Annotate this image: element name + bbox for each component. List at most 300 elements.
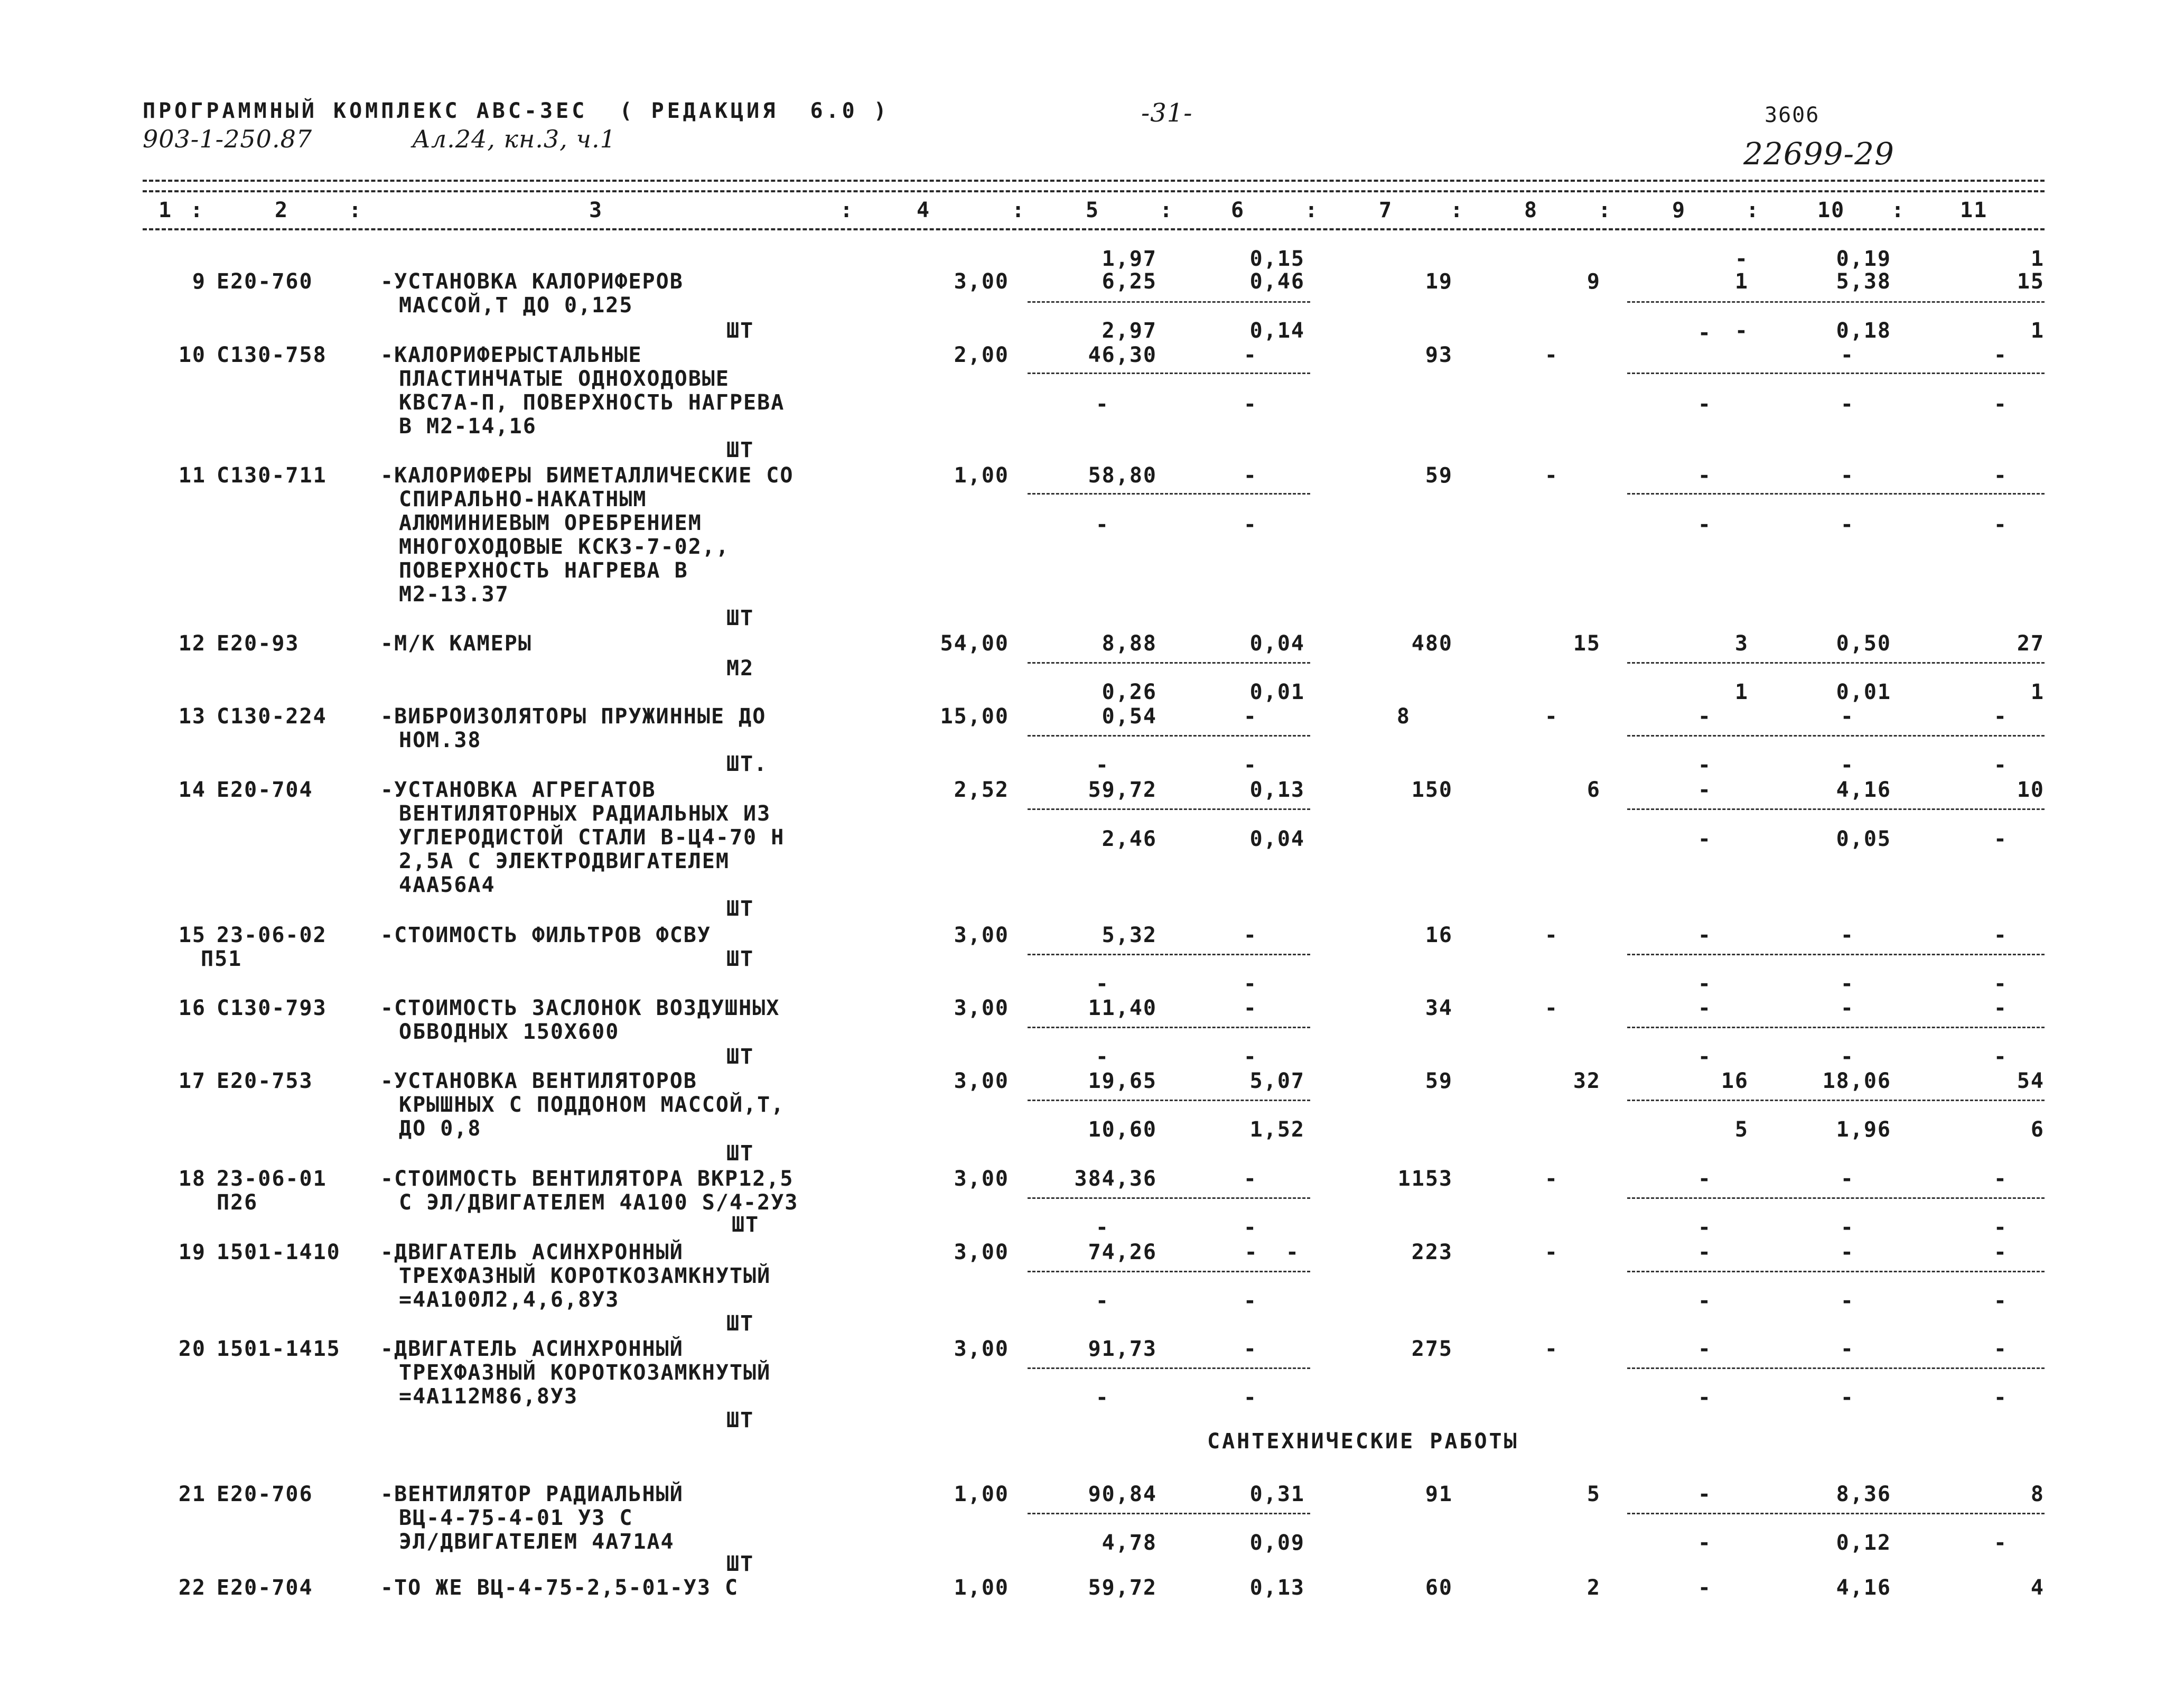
rule-top (143, 180, 2045, 182)
cell-col11: - (1993, 463, 2008, 488)
cell-col9: - (1697, 1531, 1712, 1555)
cell-col10: - (1840, 972, 1854, 996)
cell-col10: 4,16 (1836, 778, 1891, 802)
cell-col10: 0,50 (1836, 631, 1891, 656)
divider (1028, 1197, 1310, 1199)
cell-col11: - (1993, 1531, 2008, 1555)
col-header-8: 8 (1524, 198, 1538, 222)
cell-col9: - (1697, 1385, 1712, 1410)
cell-col9: 16 (1721, 1069, 1749, 1093)
col-sep: : (190, 198, 204, 222)
cell-col9: - (1697, 1337, 1712, 1361)
divider (1627, 1100, 2045, 1101)
cell-col11: - (1993, 1385, 2008, 1410)
cell-col7: 93 (1425, 343, 1453, 367)
row-description: 2,5А С ЭЛЕКТРОДВИГАТЕЛЕМ (399, 849, 730, 873)
cell-col10: 0,19 (1836, 247, 1891, 271)
cell-col11: - (1993, 1337, 2008, 1361)
row-code: Е20-706 (217, 1482, 313, 1506)
divider (1028, 1027, 1310, 1028)
row-code: С130-224 (217, 704, 327, 729)
row-description: -ТО ЖЕ ВЦ-4-75-2,5-01-У3 С (380, 1576, 739, 1600)
cell-col11: - (1993, 923, 2008, 947)
cell-col5: 4,78 (1102, 1531, 1157, 1555)
divider (1627, 1513, 2045, 1514)
row-code: Е20-704 (217, 778, 313, 802)
row-description: -УСТАНОВКА КАЛОРИФЕРОВ (380, 269, 684, 294)
cell-col11: - (1993, 1240, 2008, 1264)
cell-col7: 275 (1411, 1337, 1453, 1361)
cell-col6: - (1243, 753, 1257, 777)
page-number: -31- (1141, 98, 1193, 128)
program-title: ПРОГРАММНЫЙ КОМПЛЕКС АВС-3ЕС ( РЕДАКЦИЯ 6.0 ) (143, 99, 890, 123)
cell-col11: - (1993, 753, 2008, 777)
row-description: КРЫШНЫХ С ПОДДОНОМ МАССОЙ,Т, (399, 1093, 785, 1117)
divider (1627, 1027, 2045, 1028)
row-quantity: 2,52 (954, 778, 1009, 802)
divider (1028, 1100, 1310, 1101)
row-unit: М2 (726, 656, 754, 681)
row-description: ТРЕХФАЗНЫЙ КОРОТКОЗАМКНУТЫЙ (399, 1264, 771, 1288)
cell-col8: 2 (1586, 1576, 1601, 1600)
album-ref: Ал.24, кн.3, ч.1 (412, 125, 616, 153)
cell-col7: 59 (1425, 1069, 1453, 1093)
cell-col9: 1 (1734, 680, 1749, 704)
divider (1028, 735, 1310, 737)
row-code-suffix: П51 (201, 947, 242, 971)
row-number: 15 (178, 923, 206, 947)
cell-col9: 3 (1734, 631, 1749, 656)
cell-col6: - (1243, 704, 1257, 729)
cell-col5: 384,36 (1074, 1167, 1157, 1191)
cell-col6: - (1243, 343, 1257, 367)
cell-col8: 32 (1573, 1069, 1601, 1093)
row-description: АЛЮМИНИЕВЫМ ОРЕБРЕНИЕМ (399, 511, 702, 535)
divider (1028, 373, 1310, 374)
col-sep: : (1598, 198, 1612, 222)
col-sep: : (1305, 198, 1319, 222)
cell-col8: - (1544, 1337, 1558, 1361)
cell-col11: - (1993, 972, 2008, 996)
cell-col10: - (1840, 923, 1854, 947)
cell-col5: 58,80 (1088, 463, 1157, 488)
row-code: С130-711 (217, 463, 327, 488)
row-description: ОБВОДНЫХ 150Х600 (399, 1020, 620, 1044)
cell-col6: - (1243, 972, 1257, 996)
row-quantity: 1,00 (954, 1576, 1009, 1600)
col-sep: : (1746, 198, 1760, 222)
cell-col8: - (1544, 704, 1558, 729)
cell-col5: 59,72 (1088, 1576, 1157, 1600)
cell-col10: - (1840, 343, 1854, 367)
row-description: =4А112М86,8У3 (399, 1384, 578, 1409)
row-unit: ШТ (726, 1045, 754, 1069)
cell-col6: - (1243, 392, 1257, 416)
col-sep: : (1012, 198, 1026, 222)
cell-col10: - (1840, 1215, 1854, 1240)
cell-col9: - (1697, 753, 1712, 777)
cell-col10: - (1840, 753, 1854, 777)
cell-col8: 5 (1586, 1482, 1601, 1506)
cell-col9: 1 (1734, 269, 1749, 294)
cell-col7: 91 (1425, 1482, 1453, 1506)
row-quantity: 3,00 (954, 923, 1009, 947)
row-unit: ШТ (732, 1213, 760, 1237)
cell-col7: 1153 (1397, 1167, 1453, 1191)
cell-col11: - (1993, 392, 2008, 416)
cell-col11: - (1993, 1289, 2008, 1313)
cell-col10: - (1840, 463, 1854, 488)
cell-col11: - (1993, 513, 2008, 537)
row-code: Е20-93 (217, 631, 300, 656)
cell-col11: 54 (2017, 1069, 2045, 1093)
cell-col11: - (1993, 827, 2008, 851)
cell-col9: - (1697, 1045, 1712, 1069)
row-quantity: 54,00 (940, 631, 1009, 656)
col-header-10: 10 (1817, 198, 1845, 222)
row-description: -СТОИМОСТЬ ВЕНТИЛЯТОРА ВКР12,5 (380, 1167, 794, 1191)
cell-col5: 46,30 (1088, 343, 1157, 367)
divider (1028, 954, 1310, 955)
cell-col5: - (1095, 513, 1109, 537)
row-quantity: 3,00 (954, 1240, 1009, 1264)
cell-col10: - (1840, 1045, 1854, 1069)
cell-col9: - (1734, 247, 1749, 271)
cell-col5: - (1095, 972, 1109, 996)
section-title: САНТЕХНИЧЕСКИЕ РАБОТЫ (1207, 1429, 1519, 1454)
cell-col5: 5,32 (1102, 923, 1157, 947)
divider (1028, 493, 1310, 495)
row-number: 9 (192, 269, 206, 294)
divider (1028, 1513, 1310, 1514)
row-unit: ШТ (726, 1552, 754, 1576)
cell-col8: - (1544, 1240, 1558, 1264)
row-code: С130-793 (217, 996, 327, 1020)
cell-col5: 8,88 (1102, 631, 1157, 656)
row-number: 22 (178, 1576, 206, 1600)
cell-col8: 6 (1586, 778, 1601, 802)
cell-col10: - (1840, 704, 1854, 729)
cell-col10: - (1840, 996, 1854, 1020)
cell-col9: - (1697, 1289, 1712, 1313)
cell-col6: 0,46 (1249, 269, 1305, 294)
cell-col11: 10 (2017, 778, 2045, 802)
row-code: 1501-1415 (217, 1337, 341, 1361)
cell-col6: 0,15 (1249, 247, 1305, 271)
col-sep: : (840, 198, 854, 222)
cell-col9: - (1697, 778, 1712, 802)
cell-col5: 90,84 (1088, 1482, 1157, 1506)
divider (1028, 808, 1310, 810)
cell-col8: 9 (1586, 269, 1601, 294)
divider (1627, 1367, 2045, 1369)
row-description: -ВИБРОИЗОЛЯТОРЫ ПРУЖИННЫЕ ДО (380, 704, 767, 729)
cell-col5: 2,46 (1102, 827, 1157, 851)
cell-col9: - (1697, 1576, 1712, 1600)
row-number: 10 (178, 343, 206, 367)
cell-col11: 1 (2030, 680, 2045, 704)
row-unit: ШТ (726, 1408, 754, 1432)
cell-col11: 4 (2030, 1576, 2045, 1600)
cell-col8: - (1544, 996, 1558, 1020)
row-quantity: 3,00 (954, 1069, 1009, 1093)
doc-ref: 903-1-250.87 (143, 125, 313, 153)
divider (1627, 735, 2045, 737)
cell-col10: 8,36 (1836, 1482, 1891, 1506)
cell-col9: - (1697, 827, 1712, 851)
cell-col5: - (1095, 1289, 1109, 1313)
row-description: -ДВИГАТЕЛЬ АСИНХРОННЫЙ (380, 1240, 684, 1264)
cell-col10: - (1840, 1167, 1854, 1191)
cell-col11: - (1993, 996, 2008, 1020)
cell-col6: - (1243, 1385, 1257, 1410)
col-header-1: 1 (158, 198, 173, 222)
cell-col8: 15 (1573, 631, 1601, 656)
cell-col9: - (1697, 1240, 1712, 1264)
cell-col7: 223 (1411, 1240, 1453, 1264)
row-quantity: 2,00 (954, 343, 1009, 367)
row-description: -ВЕНТИЛЯТОР РАДИАЛЬНЫЙ (380, 1482, 684, 1506)
cell-col11: 15 (2017, 269, 2045, 294)
cell-col7: 34 (1425, 996, 1453, 1020)
cell-col10: 0,18 (1836, 319, 1891, 343)
cell-col5: - (1095, 392, 1109, 416)
cell-col10: 5,38 (1836, 269, 1891, 294)
cell-col11: 27 (2017, 631, 2045, 656)
col-sep: : (1891, 198, 1906, 222)
divider (1627, 1271, 2045, 1272)
rule-header-bottom (143, 228, 2045, 230)
row-number: 16 (178, 996, 206, 1020)
cell-col5: 0,54 (1102, 704, 1157, 729)
cell-col10: - (1840, 1289, 1854, 1313)
cell-col7: 480 (1411, 631, 1453, 656)
row-quantity: 15,00 (940, 704, 1009, 729)
cell-col9: - (1697, 321, 1712, 345)
cell-col7: 8 (1396, 704, 1411, 729)
cell-col7: 19 (1425, 269, 1453, 294)
cell-col5: 0,26 (1102, 680, 1157, 704)
col-header-3: 3 (589, 198, 603, 222)
cell-col11: - (1993, 1045, 2008, 1069)
row-code: С130-758 (217, 343, 327, 367)
cell-col10: - (1840, 392, 1854, 416)
row-description: ЭЛ/ДВИГАТЕЛЕМ 4А71А4 (399, 1530, 675, 1554)
col-header-9: 9 (1672, 198, 1686, 222)
cell-col5: - (1095, 753, 1109, 777)
row-unit: ШТ (726, 438, 754, 462)
divider (1627, 808, 2045, 810)
cell-col6: 5,07 (1249, 1069, 1305, 1093)
cell-col6: 0,31 (1249, 1482, 1305, 1506)
cell-col5: - (1095, 1045, 1109, 1069)
cell-col5: 1,97 (1102, 247, 1157, 271)
cell-col7: 150 (1411, 778, 1453, 802)
cell-col7: 16 (1425, 923, 1453, 947)
cell-col11: 1 (2030, 247, 2045, 271)
cell-col8: - (1544, 923, 1558, 947)
cell-col5: - (1095, 1385, 1109, 1410)
row-unit: ШТ (726, 319, 754, 343)
row-number: 11 (178, 463, 206, 488)
row-description: -М/К КАМЕРЫ (380, 631, 532, 656)
col-header-2: 2 (275, 198, 289, 222)
cell-col6: - - (1244, 1240, 1300, 1264)
row-description: УГЛЕРОДИСТОЙ СТАЛИ В-Ц4-70 Н (399, 825, 785, 850)
row-description: МНОГОХОДОВЫЕ КСК3-7-02,, (399, 535, 730, 559)
cell-col6: - (1243, 1337, 1257, 1361)
row-number: 17 (178, 1069, 206, 1093)
cell-col10: 4,16 (1836, 1576, 1891, 1600)
col-header-4: 4 (917, 198, 931, 222)
row-unit: ШТ (726, 897, 754, 921)
cell-col11: 1 (2030, 319, 2045, 343)
row-quantity: 1,00 (954, 1482, 1009, 1506)
row-number: 13 (178, 704, 206, 729)
cell-col9: - (1697, 996, 1712, 1020)
row-unit: ШТ (726, 1311, 754, 1336)
row-description: ВЦ-4-75-4-01 У3 С (399, 1506, 633, 1530)
divider (1028, 301, 1310, 303)
row-description: ТРЕХФАЗНЫЙ КОРОТКОЗАМКНУТЫЙ (399, 1361, 771, 1385)
cell-col6: 0,04 (1249, 631, 1305, 656)
row-description: ДО 0,8 (399, 1116, 482, 1141)
cell-col9: - (1697, 1482, 1712, 1506)
cell-col10: 1,96 (1836, 1118, 1891, 1142)
divider (1028, 1367, 1310, 1369)
cell-col9: - (1697, 972, 1712, 996)
cell-col8: - (1544, 463, 1558, 488)
cell-col6: - (1243, 1215, 1257, 1240)
cell-col5: 19,65 (1088, 1069, 1157, 1093)
row-description: 4АА56А4 (399, 873, 496, 897)
cell-col7: 59 (1425, 463, 1453, 488)
row-code: Е20-753 (217, 1069, 313, 1093)
divider (1627, 301, 2045, 303)
cell-col6: - (1243, 463, 1257, 488)
cell-col6: - (1243, 1167, 1257, 1191)
divider (1627, 493, 2045, 495)
col-sep: : (349, 198, 363, 222)
cell-col6: 1,52 (1249, 1118, 1305, 1142)
cell-col6: - (1243, 1045, 1257, 1069)
doc-number: 22699-29 (1743, 136, 1894, 172)
cell-col9: - (1697, 923, 1712, 947)
cell-col6: 0,09 (1249, 1531, 1305, 1555)
cell-col6: 0,04 (1249, 827, 1305, 851)
cell-col11: - (1993, 1167, 2008, 1191)
divider (1028, 662, 1310, 664)
cell-col11: 6 (2030, 1118, 2045, 1142)
cell-col5: 59,72 (1088, 778, 1157, 802)
row-number: 12 (178, 631, 206, 656)
row-unit: ШТ (726, 606, 754, 630)
row-quantity: 3,00 (954, 269, 1009, 294)
row-description: С ЭЛ/ДВИГАТЕЛЕМ 4А100 S/4-2У3 (399, 1190, 799, 1215)
row-quantity: 3,00 (954, 1167, 1009, 1191)
row-description: -УСТАНОВКА ВЕНТИЛЯТОРОВ (380, 1069, 697, 1093)
cell-col5: 6,25 (1102, 269, 1157, 294)
cell-col5: 74,26 (1088, 1240, 1157, 1264)
row-description: =4А100Л2,4,6,8У3 (399, 1288, 620, 1312)
col-sep: : (1450, 198, 1464, 222)
col-header-11: 11 (1960, 198, 1988, 222)
cell-col6: 0,14 (1249, 319, 1305, 343)
row-description: -СТОИМОСТЬ ЗАСЛОНОК ВОЗДУШНЫХ (380, 996, 780, 1020)
col-sep: : (1160, 198, 1174, 222)
divider (1627, 373, 2045, 374)
stamp-number: 3606 (1765, 103, 1820, 127)
row-number: 14 (178, 778, 206, 802)
cell-col11: - (1993, 1215, 2008, 1240)
cell-col10: 18,06 (1822, 1069, 1891, 1093)
cell-col11: 8 (2030, 1482, 2045, 1506)
row-unit: ШТ. (726, 752, 768, 776)
cell-col5: 10,60 (1088, 1118, 1157, 1142)
row-unit: ШТ (726, 947, 754, 971)
divider (1627, 662, 2045, 664)
cell-col10: - (1840, 1385, 1854, 1410)
row-description: В М2-14,16 (399, 414, 537, 439)
cell-col9: - (1697, 392, 1712, 416)
row-description: -СТОИМОСТЬ ФИЛЬТРОВ ФСВУ (380, 923, 711, 947)
row-code: 23-06-01 (217, 1167, 327, 1191)
cell-col5: 11,40 (1088, 996, 1157, 1020)
cell-col10: 0,05 (1836, 827, 1891, 851)
row-code: Е20-704 (217, 1576, 313, 1600)
cell-col9: - (1697, 1215, 1712, 1240)
cell-col7: 60 (1425, 1576, 1453, 1600)
row-description: -КАЛОРИФЕРЫ БИМЕТАЛЛИЧЕСКИЕ СО (380, 463, 794, 488)
cell-col9: 5 (1734, 1118, 1749, 1142)
row-quantity: 1,00 (954, 463, 1009, 488)
cell-col9: - (1697, 513, 1712, 537)
row-quantity: 3,00 (954, 1337, 1009, 1361)
divider (1028, 1271, 1310, 1272)
cell-col5: 2,97 (1102, 319, 1157, 343)
row-description: МАССОЙ,Т ДО 0,125 (399, 293, 633, 318)
cell-col9: - (1697, 1167, 1712, 1191)
row-description: СПИРАЛЬНО-НАКАТНЫМ (399, 487, 647, 511)
row-description: -ДВИГАТЕЛЬ АСИНХРОННЫЙ (380, 1337, 684, 1361)
cell-col9: - (1697, 463, 1712, 488)
cell-col11: - (1993, 704, 2008, 729)
rule-top-2 (143, 190, 2045, 192)
cell-col10: - (1840, 1240, 1854, 1264)
cell-col8: - (1544, 343, 1558, 367)
cell-col5: - (1095, 1215, 1109, 1240)
cell-col10: 0,01 (1836, 680, 1891, 704)
row-unit: ШТ (726, 1141, 754, 1166)
cell-col10: 0,12 (1836, 1531, 1891, 1555)
row-description: -КАЛОРИФЕРЫСТАЛЬНЫЕ (380, 343, 642, 367)
row-code: Е20-760 (217, 269, 313, 294)
cell-col6: 0,13 (1249, 778, 1305, 802)
cell-col5: 91,73 (1088, 1337, 1157, 1361)
row-description: НОМ.38 (399, 728, 482, 752)
row-description: ВЕНТИЛЯТОРНЫХ РАДИАЛЬНЫХ ИЗ (399, 802, 771, 826)
row-description: КВС7А-П, ПОВЕРХНОСТЬ НАГРЕВА (399, 390, 785, 415)
cell-col9: - (1734, 319, 1749, 343)
col-header-7: 7 (1379, 198, 1393, 222)
cell-col9: - (1697, 704, 1712, 729)
cell-col10: - (1840, 1337, 1854, 1361)
col-header-5: 5 (1086, 198, 1100, 222)
cell-col11: - (1993, 343, 2008, 367)
cell-col6: 0,01 (1249, 680, 1305, 704)
row-description: -УСТАНОВКА АГРЕГАТОВ (380, 778, 656, 802)
cell-col6: 0,13 (1249, 1576, 1305, 1600)
